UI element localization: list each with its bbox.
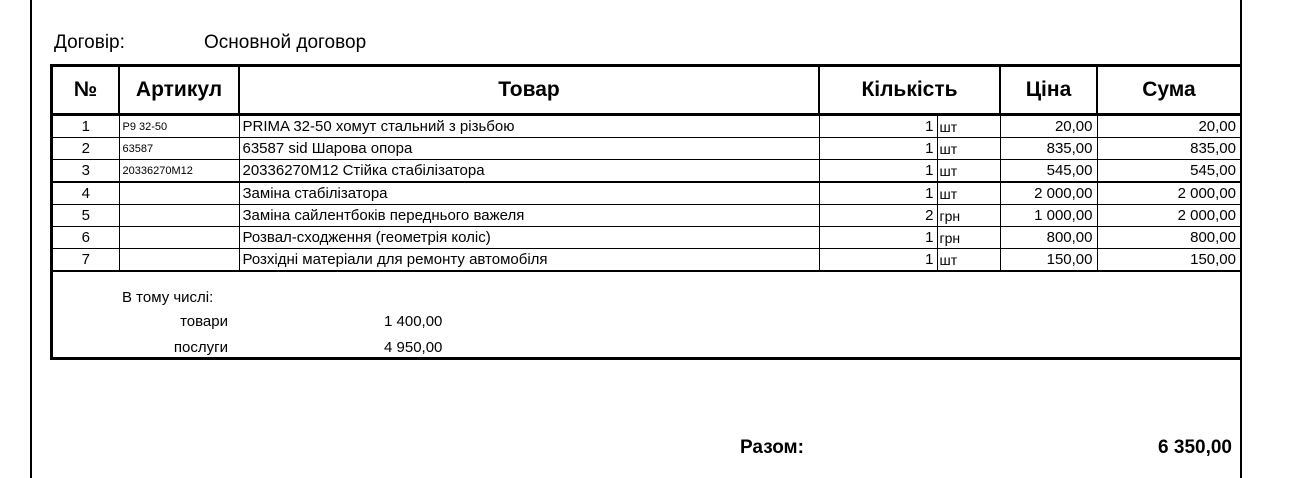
items-table [53,67,1240,272]
cell-article: 63587 [119,138,239,160]
cell-price: 150,00 [1000,249,1097,272]
services-label: послуги [173,339,228,356]
cell-unit: грн [937,227,1000,249]
cell-no: 5 [53,205,119,227]
cell-article [119,205,239,227]
cell-unit: шт [937,182,1000,205]
cell-no: 3 [53,160,119,183]
cell-product: Розвал-сходження (геометрія коліс) [239,227,819,249]
cell-price: 1 000,00 [1000,205,1097,227]
cell-sum: 545,00 [1097,160,1240,183]
cell-article: P9 32-50 [119,115,239,138]
cell-product: Заміна стабілізатора [239,182,819,205]
cell-quantity: 1 [819,115,937,138]
header-sum: Сума [1097,67,1240,115]
header-article: Артикул [119,67,239,115]
cell-quantity: 1 [819,160,937,183]
table-header-row [53,67,1240,115]
table-row [53,160,1240,183]
cell-quantity: 1 [819,182,937,205]
header-product: Товар [239,67,819,115]
cell-sum: 835,00 [1097,138,1240,160]
cell-sum: 800,00 [1097,227,1240,249]
cell-product: Заміна сайлентбоків переднього важеля [239,205,819,227]
cell-no: 6 [53,227,119,249]
table-row [53,249,1240,272]
contract-line [54,32,366,54]
contract-value: Основной договор [204,32,367,53]
cell-sum: 20,00 [1097,115,1240,138]
cell-unit: шт [937,160,1000,183]
including-label: В тому числі: [122,289,214,306]
cell-sum: 2 000,00 [1097,182,1240,205]
cell-article [119,227,239,249]
cell-no: 7 [53,249,119,272]
cell-unit: шт [937,138,1000,160]
header-quantity: Кількість [819,67,1000,115]
table-row [53,227,1240,249]
cell-product: 63587 sid Шарова опора [239,138,819,160]
goods-label: товари [180,313,228,330]
page-edge-right [1240,0,1242,478]
cell-price: 545,00 [1000,160,1097,183]
table-row [53,115,1240,138]
table-row [53,205,1240,227]
cell-price: 2 000,00 [1000,182,1097,205]
cell-unit: шт [937,249,1000,272]
cell-unit: грн [937,205,1000,227]
page-edge-left [30,0,32,478]
grand-total-value: 6 350,00 [1158,437,1232,458]
services-value: 4 950,00 [384,339,443,356]
cell-no: 4 [53,182,119,205]
cell-article: 20336270M12 [119,160,239,183]
cell-sum: 2 000,00 [1097,205,1240,227]
header-price: Ціна [1000,67,1097,115]
cell-sum: 150,00 [1097,249,1240,272]
table-row [53,182,1240,205]
invoice-table-frame [50,64,1240,360]
cell-price: 20,00 [1000,115,1097,138]
cell-quantity: 2 [819,205,937,227]
cell-product: Розхідні матеріали для ремонту автомобіля [239,249,819,272]
table-row [53,138,1240,160]
cell-article [119,249,239,272]
cell-no: 1 [53,115,119,138]
cell-quantity: 1 [819,138,937,160]
grand-total-label: Разом: [740,437,804,458]
goods-value: 1 400,00 [384,313,443,330]
cell-no: 2 [53,138,119,160]
cell-quantity: 1 [819,227,937,249]
cell-price: 835,00 [1000,138,1097,160]
cell-product: 20336270M12 Стійка стабілізатора [239,160,819,183]
cell-quantity: 1 [819,249,937,272]
header-no: № [53,67,119,115]
contract-label: Договір: [54,32,125,53]
cell-article [119,182,239,205]
cell-price: 800,00 [1000,227,1097,249]
cell-product: PRIMA 32-50 хомут стальний з різьбою [239,115,819,138]
cell-unit: шт [937,115,1000,138]
